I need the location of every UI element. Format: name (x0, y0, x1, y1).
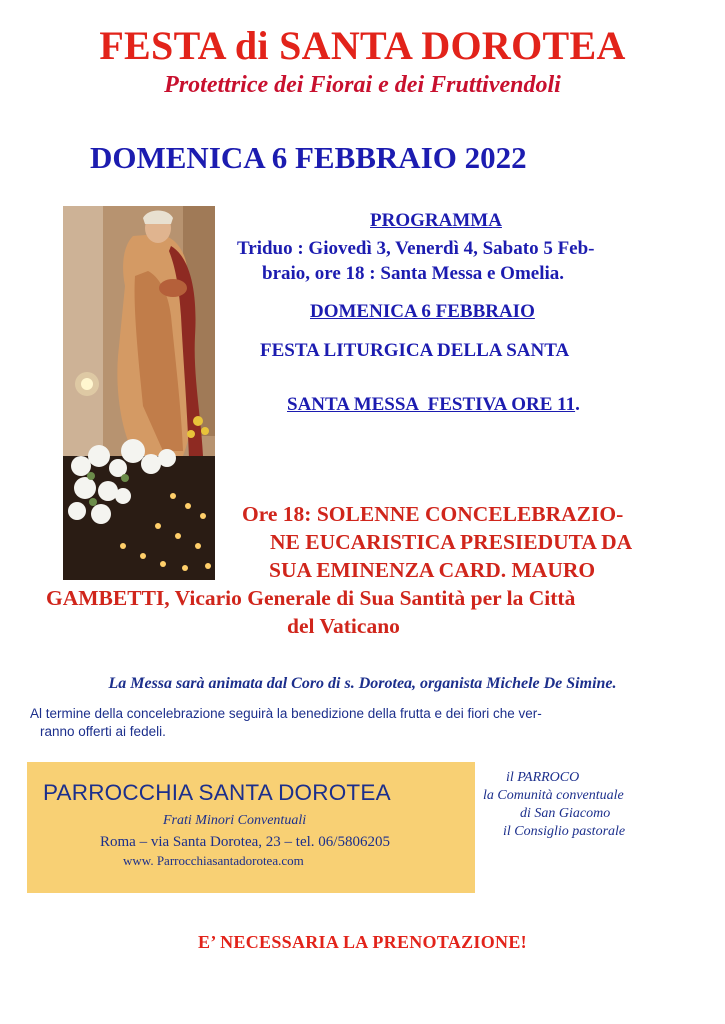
concelebration-block (40, 500, 690, 640)
concelebration-line-3: SUA EMINENZA CARD. MAURO (269, 558, 596, 582)
blessing-note-line-1: Al termine della concelebrazione seguirà la benedizione della frutta e dei fiori che ver- (30, 706, 542, 721)
signature-line-4: il Consiglio pastorale (503, 824, 626, 839)
concelebration-line-2: NE EUCARISTICA PRESIEDUTA DA (270, 530, 633, 554)
triduo-text (237, 236, 677, 286)
concelebration-line-5: del Vaticano (287, 614, 400, 638)
festive-mass-period: . (575, 394, 580, 415)
choir-note: La Messa sarà animata dal Coro di s. Dorotea, organista Michele De Simine. (108, 675, 617, 692)
parish-website: www. Parrocchiasantadorotea.com (123, 853, 304, 868)
event-date: DOMENICA 6 FEBBRAIO 2022 (90, 140, 527, 175)
blessing-note (30, 705, 700, 741)
signature-block (483, 769, 673, 841)
program-heading: PROGRAMMA (370, 210, 502, 231)
signature-line-3: di San Giacomo (520, 806, 611, 821)
reservation-notice: E’ NECESSARIA LA PRENOTAZIONE! (198, 932, 527, 952)
page-title: FESTA di SANTA DOROTEA (99, 23, 626, 68)
festive-mass (287, 394, 580, 416)
blessing-note-line-2: ranno offerti ai fedeli. (40, 724, 166, 739)
parish-order: Frati Minori Conventuali (163, 813, 307, 828)
triduo-line-2: braio, ore 18 : Santa Messa e Omelia. (262, 263, 565, 284)
parish-address: Roma – via Santa Dorotea, 23 – tel. 06/5806205 (100, 834, 390, 850)
signature-line-1: il PARROCO (506, 770, 580, 785)
concelebration-line-1: Ore 18: SOLENNE CONCELEBRAZIO- (242, 502, 624, 526)
festive-mass-text: SANTA MESSA FESTIVA ORE 11 (287, 394, 576, 415)
parish-name: PARROCCHIA SANTA DOROTEA (43, 780, 391, 805)
liturgical-feast: FESTA LITURGICA DELLA SANTA (260, 340, 570, 361)
concelebration-line-4: GAMBETTI, Vicario Generale di Sua Santità per la Città (46, 586, 576, 610)
page-subtitle: Protettrice dei Fiorai e dei Fruttivendoli (164, 72, 561, 98)
signature-line-2: la Comunità conventuale (483, 788, 624, 803)
sunday-heading: DOMENICA 6 FEBBRAIO (310, 301, 535, 322)
triduo-line-1: Triduo : Giovedì 3, Venerdì 4, Sabato 5 Feb- (237, 238, 595, 259)
